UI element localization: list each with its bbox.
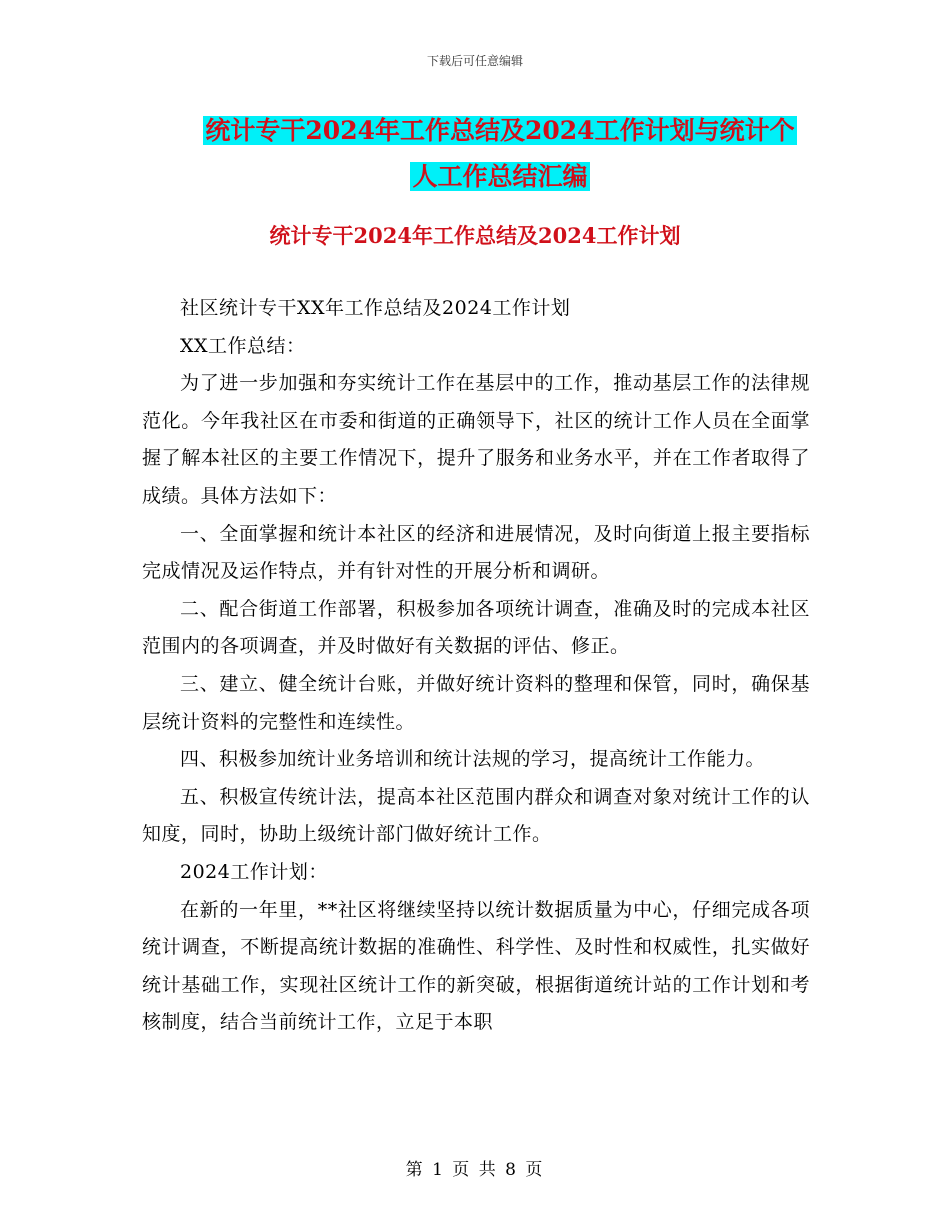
section-title: 统计专干2024年工作总结及2024工作计划 [269, 223, 681, 248]
paragraph-summary-label: XX工作总结： [180, 334, 306, 357]
paragraph-item-3: 三、建立、健全统计台账，并做好统计资料的整理和保管，同时，确保基层统计资料的完整性和连续性。 [142, 672, 810, 733]
paragraph-item-5: 五、积极宣传统计法，提高本社区范围内群众和调查对象对统计工作的认知度，同时，协助上级统计部门做好统计工作。 [142, 785, 810, 846]
main-title [140, 108, 860, 200]
paragraph-plan: 在新的一年里，**社区将继续坚持以统计数据质量为中心，仔细完成各项统计调查，不断提高统计数据的准确性、科学性、及时性和权威性，扎实做好统计基础工作，实现社区统计工作的新突破，根据街道统计站的工作计划和考核制度，结合当前统计工作，立足于本职 [142, 898, 810, 1034]
paragraph-plan-label: 2024工作计划： [180, 860, 328, 883]
paragraph-heading: 社区统计专干XX年工作总结及2024工作计划 [180, 297, 571, 319]
paragraph-item-4: 四、积极参加统计业务培训和统计法规的学习，提高统计工作能力。 [180, 748, 766, 771]
document-body [142, 290, 810, 1042]
paragraph-intro: 为了进一步加强和夯实统计工作在基层中的工作，推动基层工作的法律规范化。今年我社区在市委和街道的正确领导下，社区的统计工作人员在全面掌握了解本社区的主要工作情况下，提升了服务和业务水平，并在工作者取得了成绩。具体方法如下： [142, 372, 810, 507]
paragraph-item-1: 一、全面掌握和统计本社区的经济和进展情况，及时向街道上报主要指标完成情况及运作特点，并有针对性的开展分析和调研。 [142, 522, 810, 583]
page-footer: 第 1 页 共 8 页 [405, 1160, 545, 1180]
main-title-line-2: 人工作总结汇编 [412, 162, 588, 191]
paragraph-item-2: 二、配合街道工作部署，积极参加各项统计调查，准确及时的完成本社区范围内的各项调查，并及时做好有关数据的评估、修正。 [142, 597, 810, 658]
main-title-line-1: 统计专干2024年工作总结及2024工作计划与统计个 [205, 116, 795, 145]
header-note: 下载后可任意编辑 [426, 54, 523, 68]
